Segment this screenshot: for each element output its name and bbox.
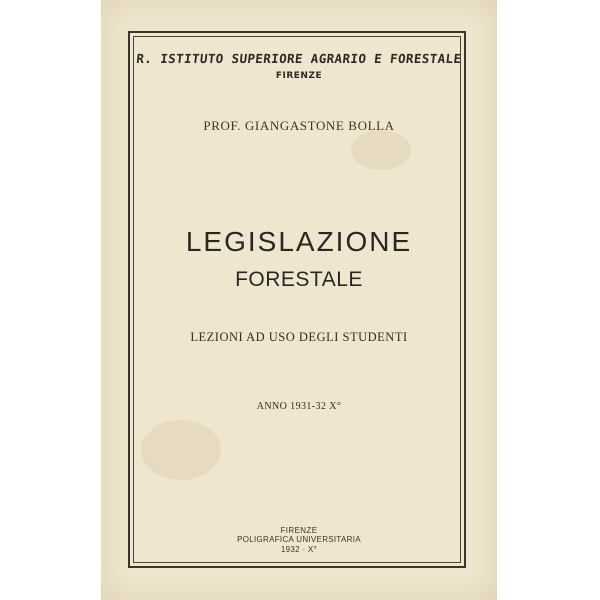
publisher-name: POLIGRAFICA UNIVERSITARIA xyxy=(237,535,361,544)
book-title-page xyxy=(101,0,497,600)
publication-year: 1932 · X° xyxy=(280,545,318,554)
book-subtitle: LEZIONI AD USO DEGLI STUDENTI xyxy=(190,330,408,344)
academic-year: ANNO 1931-32 X° xyxy=(256,401,342,412)
institute-name: R. ISTITUTO SUPERIORE AGRARIO E FORESTALE xyxy=(135,51,463,66)
page-border-inner xyxy=(133,36,461,563)
publisher-city: FIRENZE xyxy=(280,526,318,535)
book-title: LEGISLAZIONE xyxy=(185,226,413,257)
institute-city: FIRENZE xyxy=(275,71,323,81)
book-title-sub: FORESTALE xyxy=(235,268,363,291)
author-name: PROF. GIANGASTONE BOLLA xyxy=(203,118,395,133)
